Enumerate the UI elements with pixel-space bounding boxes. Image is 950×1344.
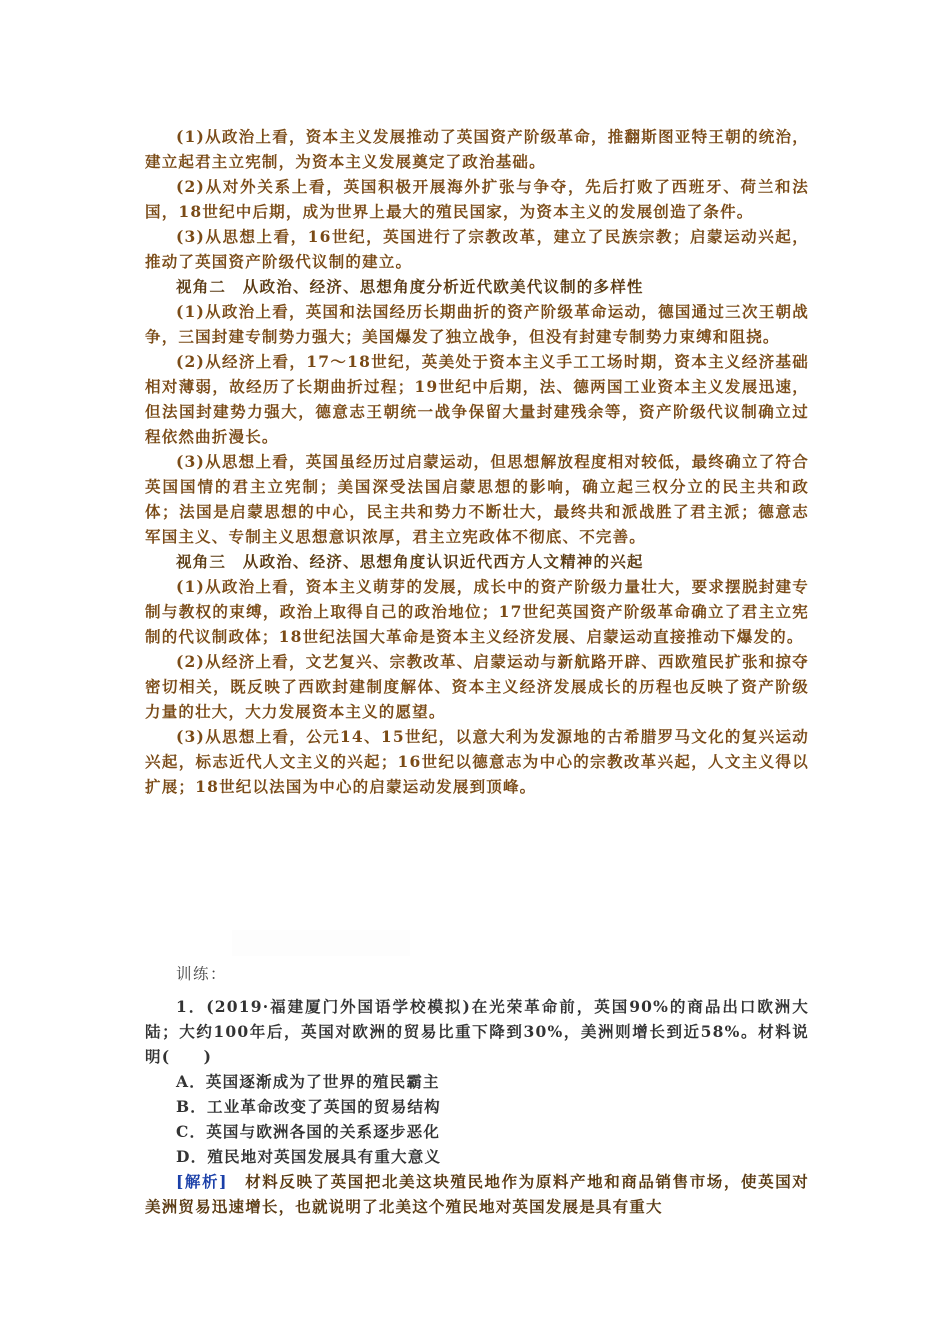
question-stem: 1．(2019·福建厦门外国语学校模拟)在光荣革命前，英国90%的商品出口欧洲大陆；大约100年后，英国对欧洲的贸易比重下降到30%，美洲则增长到近58%。材料说明( ) bbox=[145, 997, 809, 1066]
blank-region bbox=[232, 930, 410, 956]
main-content bbox=[145, 124, 809, 799]
option-d: D．殖民地对英国发展具有重大意义 bbox=[176, 1147, 442, 1166]
option-a: A．英国逐渐成为了世界的殖民霸主 bbox=[176, 1072, 440, 1091]
section3-heading: 视角三 从政治、经济、思想角度认识近代西方人文精神的兴起 bbox=[176, 552, 644, 571]
section1-paragraph-1: (1)从政治上看，资本主义发展推动了英国资产阶级革命，推翻斯图亚特王朝的统治，建立起君主立宪制，为资本主义发展奠定了政治基础。 bbox=[145, 127, 809, 171]
option-c: C．英国与欧洲各国的关系逐步恶化 bbox=[176, 1122, 441, 1141]
option-b: B．工业革命改变了英国的贸易结构 bbox=[176, 1097, 441, 1116]
section2-paragraph-1: (1)从政治上看，英国和法国经历长期曲折的资产阶级革命运动，德国通过三次王朝战争，三国封建专制势力强大；美国爆发了独立战争，但没有封建专制势力束缚和阻挠。 bbox=[145, 302, 809, 346]
section1-paragraph-2: (2)从对外关系上看，英国积极开展海外扩张与争夺，先后打败了西班牙、荷兰和法国，18世纪中后期，成为世界上最大的殖民国家，为资本主义的发展创造了条件。 bbox=[145, 177, 809, 221]
section3-paragraph-1: (1)从政治上看，资本主义萌芽的发展，成长中的资产阶级力量壮大，要求摆脱封建专制与教权的束缚，政治上取得自己的政治地位；17世纪英国资产阶级革命确立了君主立宪制的代议制政体；18世纪法国大革命是资本主义经济发展、启蒙运动直接推动下爆发的。 bbox=[145, 577, 809, 646]
analysis-text: 材料反映了英国把北美这块殖民地作为原料产地和商品销售市场，使英国对美洲贸易迅速增长，也就说明了北美这个殖民地对英国发展是具有重大 bbox=[145, 1172, 809, 1216]
analysis-tag: [解析] bbox=[176, 1172, 228, 1191]
training-label: 训练： bbox=[176, 965, 228, 983]
section2-paragraph-2: (2)从经济上看，17～18世纪，英美处于资本主义手工工场时期，资本主义经济基础相对薄弱，故经历了长期曲折过程；19世纪中后期，法、德两国工业资本主义发展迅速，但法国封建势力强大，德意志王朝统一战争保留大量封建残余等，资产阶级代议制确立过程依然曲折漫长。 bbox=[145, 352, 809, 446]
question-block bbox=[145, 994, 809, 1219]
analysis-paragraph bbox=[145, 1169, 809, 1219]
section1-paragraph-3: (3)从思想上看，16世纪，英国进行了宗教改革，建立了民族宗教；启蒙运动兴起，推动了英国资产阶级代议制的建立。 bbox=[145, 227, 809, 271]
section3-paragraph-3: (3)从思想上看，公元14、15世纪，以意大利为发源地的古希腊罗马文化的复兴运动兴起，标志近代人文主义的兴起；16世纪以德意志为中心的宗教改革兴起，人文主义得以扩展；18世纪以法国为中心的启蒙运动发展到顶峰。 bbox=[145, 727, 809, 796]
section3-paragraph-2: (2)从经济上看，文艺复兴、宗教改革、启蒙运动与新航路开辟、西欧殖民扩张和掠夺密切相关，既反映了西欧封建制度解体、资本主义经济发展成长的历程也反映了资产阶级力量的壮大，大力发展资本主义的愿望。 bbox=[145, 652, 809, 721]
section2-paragraph-3: (3)从思想上看，英国虽经历过启蒙运动，但思想解放程度相对较低，最终确立了符合英国国情的君主立宪制；美国深受法国启蒙思想的影响，确立起三权分立的民主共和政体；法国是启蒙思想的中心，民主共和势力不断壮大，最终共和派战胜了君主派；德意志军国主义、专制主义思想意识浓厚，君主立宪政体不彻底、不完善。 bbox=[145, 452, 809, 546]
section2-heading: 视角二 从政治、经济、思想角度分析近代欧美代议制的多样性 bbox=[176, 277, 644, 296]
